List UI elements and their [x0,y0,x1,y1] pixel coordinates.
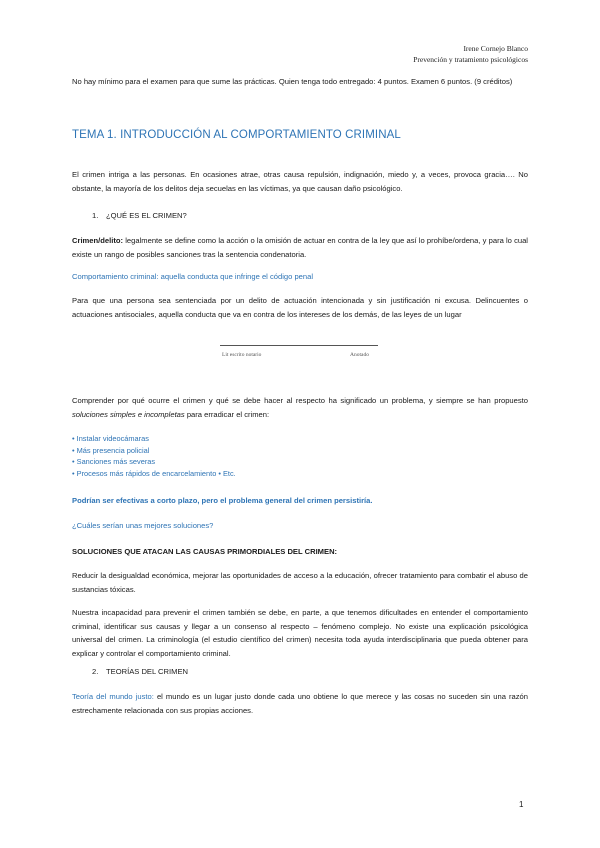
header-author: Irene Cornejo Blanco [463,44,528,53]
list-item: • Sanciones más severas [72,457,156,467]
theory-term: Teoría del mundo justo: [72,692,154,701]
list-item: • Más presencia policial [72,445,150,455]
criminal-behavior-definition: Comportamiento criminal: aquella conducta que infringe el código penal [72,272,314,281]
understanding-emphasis: soluciones simples e incompletas [72,409,185,419]
section-heading-2 [92,667,188,676]
section-label: ¿QUÉ ES EL CRIMEN? [106,211,187,220]
understanding-paragraph [72,394,528,421]
theory-text: el mundo es un lugar justo donde cada uno obtiene lo que merece y las cosas no suceden sin una razón estrechamente relacionada con sus propias acciones. [72,692,528,715]
header-subject: Prevención y tratamiento psicológicos [413,55,528,64]
page-number: 1 [519,800,524,809]
simple-solutions-list [72,433,236,480]
signature-right-label: Anotado [350,352,369,358]
better-solutions-question: ¿Cuáles serían unas mejores soluciones? [72,521,214,530]
list-item: • Instalar videocámaras [72,434,149,443]
section-heading-1 [92,211,187,220]
definition-text: legalmente se define como la acción o la omisión de actuar en contra de la ley que así lo prohíbe/ordena, y para lo cual existe un rango de posibles sanciones tras la sentencia condenatoria. [72,236,528,259]
definition-paragraph [72,234,528,261]
signature-left-label: Lit escrito notario [222,352,262,358]
intro-paragraph: El crimen intriga a las personas. En ocasiones atrae, otras causa repulsión, indignación, miedo y, a veces, provoca gracia…. No obstante, la mayoría de los delitos deja secuelas en las víctimas, ya que causan daño psicológico. [72,170,528,193]
sentence-paragraph: Para que una persona sea sentenciada por un delito de actuación intencionada y sin justificación ni excusa. Delincuentes o actuaciones antisociales, aquella conducta que va en contra de los intereses de los demás, de las leyes de un lugar [72,296,528,319]
incapacity-paragraph: Nuestra incapacidad para prevenir el crimen también se debe, en parte, a que tenemos dificultades en entender el comportamiento criminal, identificar sus causas y llegar a un consenso al respecto – fenómeno complejo. No existe una explicación psicológica universal del crimen. La criminología (el estudio científico del crimen) necesita toda ayuda interdisciplinaria que pueda obtener para explicar y controlar el comportamiento criminal. [72,608,528,658]
section-number: 2. [92,667,99,676]
intro-note: No hay mínimo para el examen para que sume las prácticas. Quien tenga todo entregado: 4 puntos. Examen 6 puntos. (9 créditos) [72,77,513,86]
understanding-text-b: para erradicar el crimen: [184,409,270,419]
understanding-text-a: Comprender por qué ocurre el crimen y qué se debe hacer al respecto ha significado un problema, y siempre se han propuesto [72,396,528,405]
signature-line [220,345,378,346]
just-world-theory-paragraph [72,690,528,717]
section-label: TEORÍAS DEL CRIMEN [106,667,188,676]
definition-term: Crimen/delito: [72,236,124,245]
solutions-heading: SOLUCIONES QUE ATACAN LAS CAUSAS PRIMORDIALES DEL CRIMEN: [72,547,338,556]
effective-note: Podrían ser efectivas a corto plazo, pero el problema general del crimen persistiría. [72,496,373,505]
page-title: TEMA 1. INTRODUCCIÓN AL COMPORTAMIENTO CRIMINAL [72,129,401,141]
section-number: 1. [92,211,99,220]
solutions-paragraph: Reducir la desigualdad económica, mejorar las oportunidades de acceso a la educación, ofrecer tratamiento para combatir el abuso de sustancias tóxicas. [72,571,528,594]
list-item: • Procesos más rápidos de encarcelamiento • Etc. [72,469,236,479]
